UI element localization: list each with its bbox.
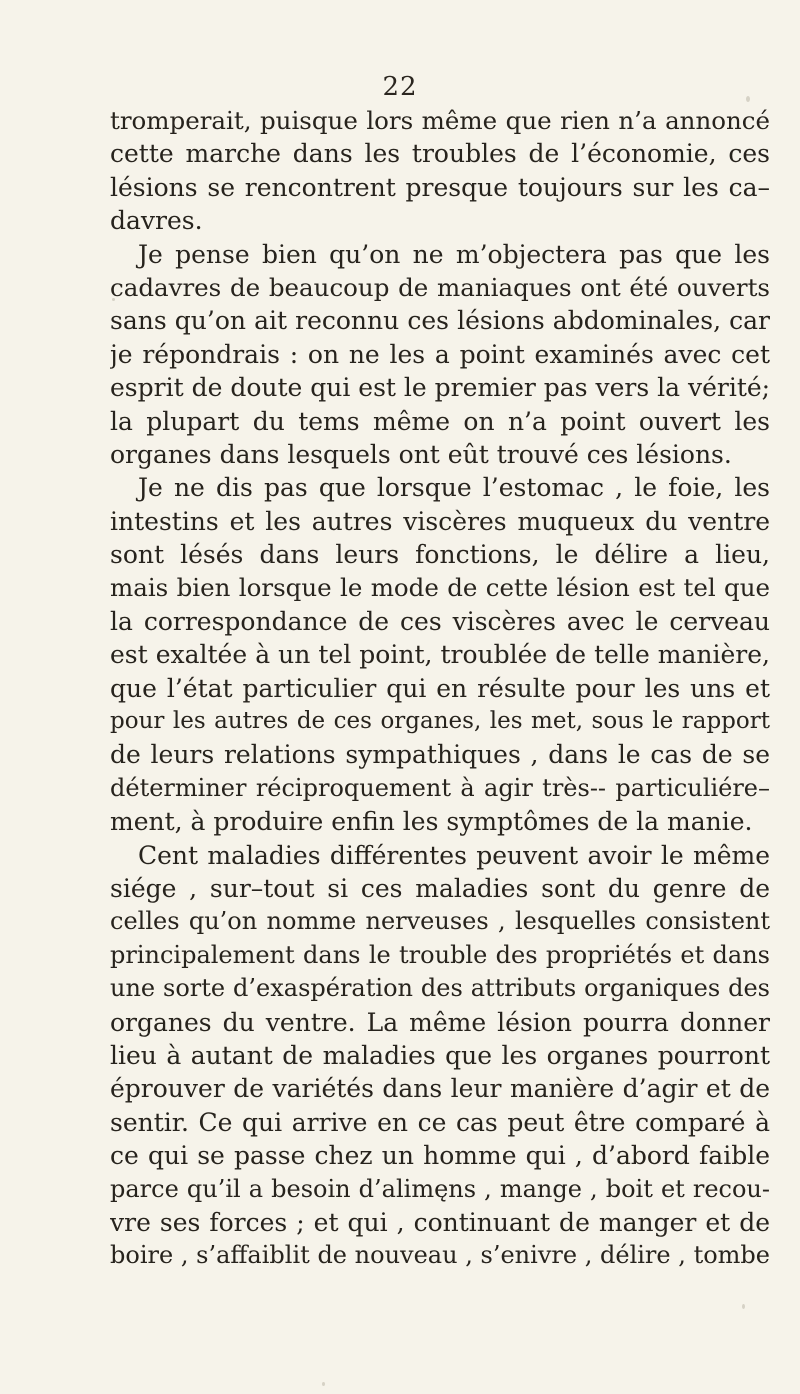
text-line: je répondrais : on ne les a point examinés avec cet <box>110 339 770 369</box>
text-line: principalement dans le trouble des propriétés et dans <box>110 940 770 969</box>
text-line: cadavres de beaucoup de maniaques ont été ouverts <box>110 272 770 302</box>
text-line: de leurs relations sympathiques , dans le cas de se <box>110 740 770 770</box>
text-line: organes dans lesquels ont eût trouvé ces lésions. <box>110 439 732 469</box>
text-line: est exaltée à un tel point, troublée de telle manière, <box>110 640 770 670</box>
text-line: celles qu’on nomme nerveuses , lesquelles consistent <box>110 907 770 936</box>
text-line: pour les autres de ces organes, les met, sous le rapport <box>110 708 770 735</box>
text-line: intestins et les autres viscères muqueux du ventre <box>110 506 770 536</box>
text-line: sont lésés dans leurs fonctions, le délire a lieu, <box>110 540 770 570</box>
text-line: sans qu’on ait reconnu ces lésions abdominales, car <box>110 306 770 336</box>
body-text <box>110 104 770 1273</box>
text-line: davres. <box>110 206 203 236</box>
text-line: déterminer réciproquement à agir très-- particuliére– <box>110 773 770 802</box>
paragraph-start-line: Cent maladies différentes peuvent avoir le même <box>138 840 770 870</box>
text-line: que l’état particulier qui en résulte pour les uns et <box>110 673 770 703</box>
text-line: mais bien lorsque le mode de cette lésion est tel que <box>110 573 770 603</box>
text-line: ce qui se passe chez un homme qui , d’abord faible <box>110 1141 770 1171</box>
text-line: siége , sur–tout si ces maladies sont du genre de <box>110 873 770 903</box>
text-line: vre ses forces ; et qui , continuant de manger et de <box>110 1207 770 1237</box>
paper-speck <box>322 1382 325 1386</box>
text-line: la plupart du tems même on n’a point ouvert les <box>110 406 770 436</box>
text-line: esprit de doute qui est le premier pas vers la vérité; <box>110 373 770 403</box>
paper-speck <box>742 1304 745 1309</box>
text-line: une sorte d’exaspération des attributs organiques des <box>110 974 770 1003</box>
text-line: ment, à produire enfin les symptômes de la manie. <box>110 807 753 837</box>
paragraph-start-line: Je ne dis pas que lorsque l’estomac , le foie, les <box>138 473 770 503</box>
text-line: la correspondance de ces viscères avec le cerveau <box>110 606 770 636</box>
paragraph-start-line: Je pense bien qu’on ne m’objectera pas que les <box>138 239 770 269</box>
page-number: 22 <box>382 72 418 102</box>
paper-speck <box>112 298 115 301</box>
text-line: parce qu’il a besoin d’alimęns , mange , boit et recou- <box>110 1174 770 1203</box>
text-line: tromperait, puisque lors même que rien n’a annoncé <box>110 106 770 135</box>
paper-speck <box>746 96 750 102</box>
text-line: lieu à autant de maladies que les organes pourront <box>110 1040 770 1070</box>
text-line: boire , s’affaiblit de nouveau , s’enivre , délire , tombe <box>110 1241 770 1270</box>
text-line: cette marche dans les troubles de l’économie, ces <box>110 139 770 169</box>
text-line: éprouver de variétés dans leur manière d’agir et de <box>110 1074 770 1104</box>
text-line: organes du ventre. La même lésion pourra donner <box>110 1007 770 1037</box>
text-line: sentir. Ce qui arrive en ce cas peut être comparé à <box>110 1107 770 1137</box>
text-line: lésions se rencontrent presque toujours sur les ca– <box>110 172 770 202</box>
